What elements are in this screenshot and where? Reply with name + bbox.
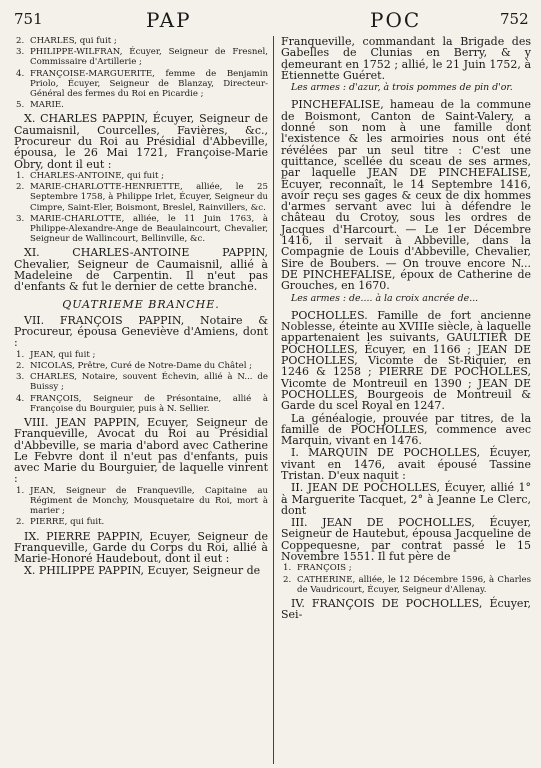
list-item: 4. FRANÇOISE-MARGUERITE, femme de Benjamin Priolo, Écuyer, Seigneur de Blanzay, Directeur-Général des fermes du Roi en Picardie ; [16, 68, 268, 100]
list-item: 2. PIERRE, qui fuit. [16, 517, 105, 528]
list-item: 2. NICOLAS, Prêtre, Curé de Notre-Dame du Châtel ; [16, 360, 253, 371]
left-page-number: 751 [14, 10, 43, 28]
paragraph-vii: VII. FRANÇOIS PAPPIN, Notaire & Procureur, épousa Geneviève d'Amiens, dont : [14, 313, 268, 350]
paragraph-i: I. MARQUIN DE POCHOLLES, Écuyer, vivant en 1476, avait épousé Tassine Tristan. D'eux naquit : [281, 446, 531, 482]
arms-pinchefalise: Les armes : de.... à la croix ancrée de... [291, 292, 479, 304]
list-item: 2. MARIE-CHARLOTTE-HENRIETTE, alliée, le 25 Septembre 1758, à Philippe Irlet, Écuyer, Seigneur du Cimpre, Saint-Eler, Boismont, Breslel, Rainvillers, &c. [16, 182, 268, 213]
list-item: 1. CHARLES-ANTOINE, qui fuit ; [16, 170, 165, 181]
children-list-d [14, 486, 268, 528]
children-list-e [281, 563, 531, 595]
paragraph-ix: IX. PIERRE PAPPIN, Ecuyer, Seigneur de Franqueville, Garde du Corps du Roi, allié à Marie-Honoré Haudebout, dont il eut : [14, 529, 268, 566]
list-item: 4. FRANÇOIS, Seigneur de Présontaine, allié à Françoise du Bourguier, puis à N. Sellier. [16, 393, 268, 414]
list-item: 1. JEAN, qui fuit ; [16, 349, 96, 360]
list-item: 2. CATHERINE, alliée, le 12 Décembre 1596, à Charles de Vaudricourt, Écuyer, Seigneur d'Allenay. [283, 574, 531, 595]
right-column [281, 36, 531, 622]
list-item: 2. CHARLES, qui fuit ; [16, 36, 117, 46]
section-title: QUATRIEME BRANCHE. [62, 297, 220, 311]
paragraph-genealogy: La généalogie, prouvée par titres, de la famille de POCHOLLES, commence avec Marquin, vivant en 1476. [281, 411, 531, 448]
right-running-head: POC [370, 8, 422, 32]
paragraph-x-philippe: X. PHILIPPE PAPPIN, Ecuyer, Seigneur de [24, 564, 261, 578]
list-item: 3. CHARLES, Notaire, souvent Échevin, allié à N... de Buissy ; [16, 372, 268, 393]
children-list-c [14, 350, 268, 414]
paragraph-viii: VIII. JEAN PAPPIN, Ecuyer, Seigneur de Franqueville, Avocat du Roi au Présidial d'Abbeville, se maria d'abord avec Catherine Le Febvre dont il n'eut pas d'enfants, puis avec Marie du Bourguier, de laquelle vinrent : [14, 415, 268, 486]
entry-pocholles: POCHOLLES. Famille de fort ancienne Noblesse, éteinte au XVIIIe siècle, à laquelle appartenaient les suivants, GAULTIER DE POCHOLLES, Écuyer, en 1166 ; JEAN DE POCHOLLES, Vicomte de St-Riquier, en 1246 & 1258 ; PIERRE DE POCHOLLES, Vicomte de Montreuil en 1390 ; JEAN DE POCHOLLES, Bourgeois de Montreuil & Garde du scel Royal en 1247. [281, 308, 531, 413]
paragraph-ii: II. JEAN DE POCHOLLES, Écuyer, allié 1° à Marguerite Tacquet, 2° à Jeanne Le Clerc, dont [281, 481, 531, 517]
paragraph-xi: XI. CHARLES-ANTOINE PAPPIN, Chevalier, Seigneur de Caumaisnil, allié à Madeleine de Carpentin. Il n'eut pas d'enfants & fut le dernier de cette branche. [14, 246, 268, 294]
entry-pinchefalise: PINCHEFALISE, hameau de la commune de Boismont, Canton de Saint-Valery, a donné son nom à une famille dont l'existence & les armoiries nous ont été révélées par un seul titre : C'est une quittance, scellée du sceau de ses armes, par laquelle JEAN DE PINCHEFALISE, Écuyer, reconnaît, le 14 Septembre 1416, avoir reçu ses gages & ceux de dix hommes d'armes servant avec lui à défendre le château du Crotoy, sous les ordres de Jacques d'Harcourt. — Le 1er Décembre 1416, il servait à Abbeville, dans la Compagnie de Louis d'Abbeville, Chevalier, Sire de Boubers. — On trouve encore N... DE PINCHEFALISE, époux de Catherine de Grouches, en 1670. [281, 98, 531, 293]
column-divider [273, 36, 274, 764]
children-list-b [14, 171, 268, 244]
left-running-head: PAP [146, 8, 192, 32]
children-list-a [14, 36, 268, 110]
paragraph-iii: III. JEAN DE POCHOLLES, Écuyer, Seigneur de Hautebut, épousa Jacqueline de Coppequesne, par contrat passé le 15 Novembre 1551. Il fut père de [281, 516, 531, 564]
list-item: 3. PHILIPPE-WILFRAN, Écuyer, Seigneur de Fresnel, Commissaire d'Artillerie ; [16, 47, 268, 68]
arms-pappin: Les armes : d'azur, à trois pommes de pin d'or. [291, 82, 513, 94]
paragraph-continued: Franqueville, commandant la Brigade des Gabelles de Clunias en Berry, & y demeurant en 1752 ; allié, le 21 Juin 1752, à Étiennette Guéret. [281, 35, 531, 82]
list-item: 1. FRANÇOIS ; [283, 563, 352, 574]
left-column [14, 36, 268, 578]
list-item: 5. MARIE. [16, 100, 64, 111]
paragraph-x: X. CHARLES PAPPIN, Écuyer, Seigneur de Caumaisnil, Courcelles, Favières, &c., Procureur du Roi au Présidial d'Abbeville, épousa, le 26 Mai 1721, Françoise-Marie Obry, dont il eut : [14, 112, 268, 171]
list-item: 1. JEAN, Seigneur de Franqueville, Capitaine au Régiment de Monchy, Mousquetaire du Roi, mort à marier ; [16, 485, 268, 517]
list-item: 3. MARIE-CHARLOTTE, alliée, le 11 Juin 1763, à Philippe-Alexandre-Ange de Beaulaincourt, Chevalier, Seigneur de Wallincourt, Bellinville, &c. [16, 213, 268, 245]
right-page-number: 752 [500, 10, 529, 28]
paragraph-iv: IV. FRANÇOIS DE POCHOLLES, Écuyer, Sei- [281, 596, 531, 622]
